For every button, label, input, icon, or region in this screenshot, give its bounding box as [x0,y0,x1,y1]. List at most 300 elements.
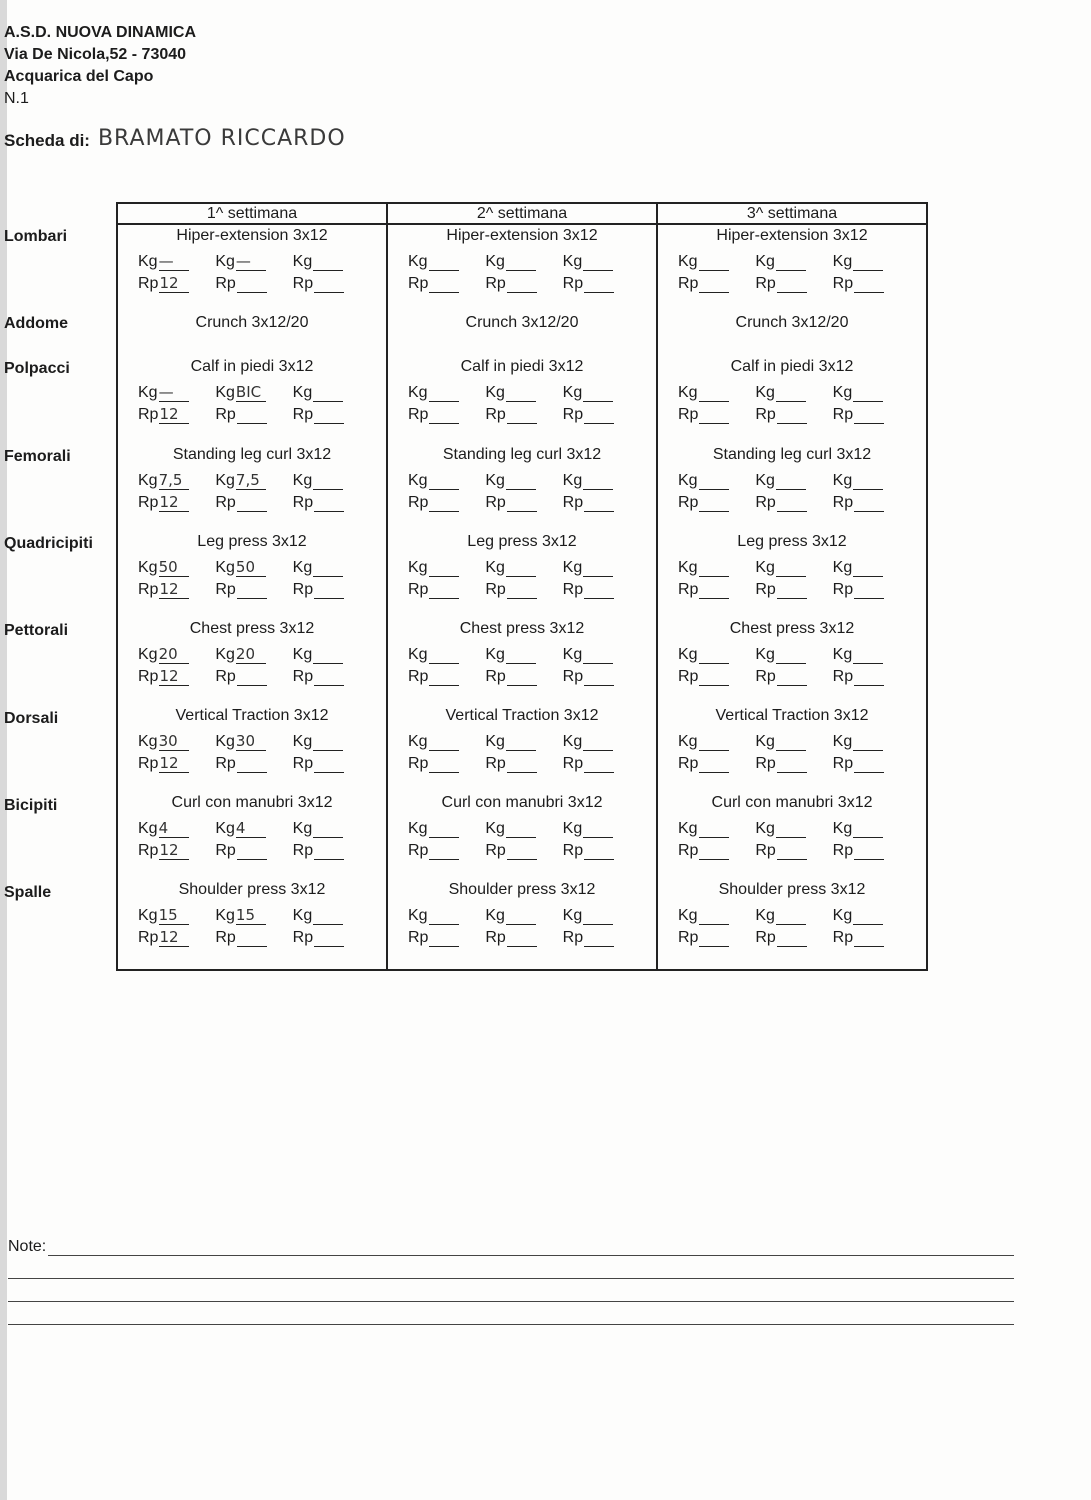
kg-value[interactable]: 7,5 [159,472,189,490]
set-fields-grid [388,642,656,686]
kg-value[interactable] [853,907,883,925]
rp-field [293,577,370,599]
rp-value[interactable] [314,494,344,512]
rp-value[interactable] [507,406,537,424]
rp-value[interactable] [699,581,729,599]
rp-value[interactable] [777,842,807,860]
rp-label: Rp [215,842,236,859]
rp-field [563,925,640,947]
rp-value[interactable] [429,755,459,773]
kg-value[interactable] [429,907,459,925]
rp-value[interactable] [584,668,614,686]
workout-table [116,202,928,971]
set-fields-grid [118,249,386,293]
rp-value[interactable] [584,755,614,773]
rp-field [833,664,910,686]
rp-label: Rp [562,275,584,292]
rp-value[interactable] [777,929,807,947]
rp-value[interactable] [777,494,807,512]
rp-label: Rp [755,406,776,423]
kg-field [408,380,485,402]
rp-field [833,577,910,599]
kg-field [678,380,755,402]
kg-field [215,903,292,925]
rp-label: Rp [755,581,776,598]
rp-label: Rp [562,668,584,685]
rp-value[interactable] [584,494,614,512]
exercise-block [388,533,656,599]
kg-field [138,729,215,751]
rp-label: Rp [832,581,854,598]
exercise-name: Chest press 3x12 [189,620,315,637]
rp-value[interactable] [854,755,884,773]
kg-label: Kg [832,559,853,576]
rp-field [678,402,755,424]
kg-field [755,468,832,490]
kg-value[interactable] [776,384,806,402]
rp-value[interactable] [584,842,614,860]
exercise-name: Standing leg curl 3x12 [442,446,602,463]
notes-line[interactable] [8,1279,1014,1302]
kg-value[interactable] [776,733,806,751]
rp-value[interactable] [237,494,267,512]
kg-value[interactable] [699,253,729,271]
rp-value[interactable] [699,494,729,512]
rp-label: Rp [678,494,699,511]
rp-value[interactable] [237,406,267,424]
rp-field [138,751,215,773]
kg-value[interactable] [506,646,536,664]
org-city: Acquarica del Capo [4,68,154,85]
rp-field [293,751,370,773]
kg-value[interactable] [429,384,459,402]
rp-value[interactable] [699,406,729,424]
rp-value[interactable] [584,406,614,424]
rp-value[interactable] [507,668,537,686]
kg-value[interactable] [313,472,343,490]
rp-value[interactable] [699,275,729,293]
rp-value[interactable] [854,494,884,512]
exercise-block [118,794,386,860]
rp-value[interactable] [314,581,344,599]
rp-value[interactable] [429,494,459,512]
rp-label: Rp [408,929,429,946]
rp-field [408,402,485,424]
rp-value[interactable] [854,581,884,599]
rp-label: Rp [832,929,854,946]
kg-value[interactable] [313,646,343,664]
kg-value[interactable] [506,559,536,577]
rp-label: Rp [678,275,699,292]
rp-field [833,925,910,947]
kg-value[interactable] [583,472,613,490]
exercise-name: Chest press 3x12 [459,620,585,637]
exercise-block [118,533,386,599]
rp-field [833,838,910,860]
rp-label: Rp [485,755,506,772]
exercise-name: Calf in piedi 3x12 [730,358,854,375]
kg-field [293,380,370,402]
rp-value[interactable] [314,668,344,686]
rp-label: Rp [215,494,236,511]
kg-field [293,555,370,577]
rp-value[interactable] [237,929,267,947]
kg-label: Kg [678,253,698,270]
kg-label: Kg [562,733,583,750]
rp-field [408,577,485,599]
kg-value[interactable]: 4 [159,820,189,838]
rp-field [408,664,485,686]
kg-value[interactable]: — [159,384,189,402]
kg-value[interactable] [853,472,883,490]
kg-value[interactable] [506,907,536,925]
rp-value[interactable] [777,581,807,599]
scheda-line [4,126,346,151]
kg-value[interactable]: 4 [236,820,266,838]
kg-value[interactable] [429,820,459,838]
rp-value[interactable] [429,842,459,860]
rp-value[interactable] [507,494,537,512]
rp-label: Rp [755,929,776,946]
rp-field [485,271,562,293]
rp-label: Rp [832,842,854,859]
kg-value[interactable] [313,907,343,925]
kg-label: Kg [215,559,235,576]
rp-field [563,838,640,860]
kg-field [485,816,562,838]
header [4,22,196,110]
exercise-name: Crunch 3x12/20 [735,314,849,331]
rp-value[interactable] [854,929,884,947]
kg-value[interactable] [699,820,729,838]
kg-field [293,903,370,925]
rp-field [215,402,292,424]
rp-value[interactable] [507,842,537,860]
notes-line[interactable] [8,1256,1014,1279]
kg-value[interactable] [506,472,536,490]
kg-value[interactable] [506,820,536,838]
kg-field [215,816,292,838]
set-fields-grid [118,380,386,424]
kg-value[interactable] [583,253,613,271]
exercise-block [388,881,656,947]
exercise-block [118,314,386,336]
rp-field [215,577,292,599]
set-fields-grid [388,249,656,293]
rp-field [293,925,370,947]
kg-field [138,642,215,664]
kg-field [678,468,755,490]
kg-field [755,380,832,402]
rp-value[interactable] [507,755,537,773]
kg-value[interactable] [429,559,459,577]
kg-value[interactable] [506,384,536,402]
kg-value[interactable] [583,646,613,664]
notes-line[interactable] [48,1241,1014,1256]
rp-value[interactable]: 12 [159,275,189,293]
kg-value[interactable] [853,384,883,402]
kg-field [408,468,485,490]
rp-label: Rp [138,668,159,685]
rp-value[interactable] [507,581,537,599]
rp-field [138,271,215,293]
rp-value[interactable] [237,275,267,293]
exercise-name: Chest press 3x12 [729,620,855,637]
rp-value[interactable] [429,581,459,599]
rp-value[interactable]: 12 [159,581,189,599]
exercise-name: Leg press 3x12 [737,533,847,550]
kg-value[interactable] [853,253,883,271]
rp-label: Rp [562,494,584,511]
rp-value[interactable]: 12 [159,755,189,773]
rp-value[interactable] [429,929,459,947]
exercise-name: Shoulder press 3x12 [178,881,326,898]
kg-field [138,903,215,925]
rp-value[interactable] [854,275,884,293]
rp-value[interactable] [777,755,807,773]
kg-label: Kg [215,646,235,663]
rp-field [293,490,370,512]
kg-label: Kg [755,733,775,750]
rp-value[interactable]: 12 [159,842,189,860]
exercise-block [658,227,926,293]
kg-value[interactable] [853,646,883,664]
rp-field [755,751,832,773]
rp-value[interactable] [314,275,344,293]
kg-field [215,249,292,271]
kg-value[interactable] [506,733,536,751]
kg-field [408,642,485,664]
kg-field [755,816,832,838]
kg-value[interactable] [429,646,459,664]
exercise-name: Vertical Traction 3x12 [445,707,599,724]
rp-field [678,577,755,599]
kg-value[interactable]: 50 [159,559,189,577]
set-fields-grid [118,903,386,947]
kg-value[interactable] [583,384,613,402]
kg-value[interactable] [853,820,883,838]
kg-value[interactable] [699,646,729,664]
kg-value[interactable] [699,384,729,402]
rp-value[interactable] [777,406,807,424]
kg-field [215,642,292,664]
kg-label: Kg [485,646,505,663]
kg-label: Kg [485,820,505,837]
rp-value[interactable] [507,929,537,947]
rp-label: Rp [138,275,159,292]
rp-label: Rp [755,842,776,859]
muscle-label: Bicipiti [4,797,58,814]
kg-value[interactable] [429,253,459,271]
exercise-name: Calf in piedi 3x12 [460,358,584,375]
rp-value[interactable] [429,406,459,424]
rp-label: Rp [292,275,314,292]
kg-value[interactable] [699,733,729,751]
kg-label: Kg [215,733,235,750]
kg-value[interactable]: — [236,253,266,271]
kg-value[interactable] [776,472,806,490]
rp-field [408,490,485,512]
rp-value[interactable] [699,842,729,860]
kg-value[interactable]: 30 [236,733,266,751]
scan-edge [0,0,7,1500]
rp-value[interactable] [777,668,807,686]
muscle-label: Pettorali [4,622,69,639]
rp-value[interactable]: 12 [159,406,189,424]
kg-value[interactable] [699,907,729,925]
kg-value[interactable] [313,733,343,751]
kg-field [408,903,485,925]
rp-value[interactable] [429,275,459,293]
kg-value[interactable] [313,253,343,271]
rp-value[interactable] [584,275,614,293]
rp-value[interactable] [429,668,459,686]
kg-value[interactable]: 7,5 [236,472,266,490]
kg-value[interactable] [429,733,459,751]
set-fields-grid [388,903,656,947]
exercise-block [658,707,926,773]
rp-value[interactable] [699,755,729,773]
kg-value[interactable] [429,472,459,490]
exercise-block [388,227,656,293]
rp-label: Rp [408,275,429,292]
kg-value[interactable]: — [159,253,189,271]
set-fields-grid [658,249,926,293]
rp-value[interactable] [314,755,344,773]
kg-label: Kg [215,820,235,837]
kg-field [678,903,755,925]
kg-value[interactable] [583,559,613,577]
rp-field [138,925,215,947]
kg-value[interactable] [699,472,729,490]
muscle-label: Femorali [4,448,71,465]
kg-value[interactable] [699,559,729,577]
kg-value[interactable]: 30 [159,733,189,751]
kg-value[interactable] [776,559,806,577]
rp-value[interactable] [237,755,267,773]
notes-line[interactable] [8,1302,1014,1325]
kg-label: Kg [292,253,313,270]
exercise-name: Vertical Traction 3x12 [715,707,869,724]
kg-value[interactable] [313,820,343,838]
kg-field [678,642,755,664]
rp-value[interactable] [507,275,537,293]
rp-label: Rp [292,494,314,511]
org-name: A.S.D. NUOVA DINAMICA [4,24,196,41]
exercise-name: Leg press 3x12 [467,533,577,550]
kg-value[interactable]: BIC [236,384,266,402]
rp-value[interactable]: 12 [159,929,189,947]
kg-value[interactable] [583,907,613,925]
rp-value[interactable] [777,275,807,293]
week-header-row [117,203,927,224]
kg-value[interactable] [313,559,343,577]
rp-value[interactable] [699,668,729,686]
rp-value[interactable] [237,842,267,860]
sheet-number: N.1 [4,90,29,107]
rp-field [485,925,562,947]
kg-value[interactable] [853,733,883,751]
kg-label: Kg [832,472,853,489]
kg-label: Kg [215,472,235,489]
set-fields-grid [658,380,926,424]
rp-value[interactable] [584,929,614,947]
kg-label: Kg [755,384,775,401]
rp-label: Rp [138,406,159,423]
rp-field [408,925,485,947]
rp-field [563,271,640,293]
kg-value[interactable]: 20 [159,646,189,664]
set-fields-grid [658,816,926,860]
rp-value[interactable] [237,668,267,686]
rp-value[interactable] [314,929,344,947]
rp-value[interactable] [314,842,344,860]
kg-label: Kg [292,646,313,663]
kg-value[interactable] [583,733,613,751]
kg-value[interactable] [313,384,343,402]
kg-label: Kg [485,472,505,489]
rp-value[interactable] [854,668,884,686]
kg-field [563,729,640,751]
rp-value[interactable] [699,929,729,947]
kg-value[interactable] [776,907,806,925]
week-column [657,224,927,970]
rp-value[interactable] [584,581,614,599]
kg-value[interactable] [776,646,806,664]
kg-field [755,903,832,925]
rp-field [678,271,755,293]
rp-label: Rp [215,929,236,946]
kg-label: Kg [755,820,775,837]
kg-value[interactable] [853,559,883,577]
kg-value[interactable] [506,253,536,271]
rp-field [833,271,910,293]
kg-value[interactable]: 20 [236,646,266,664]
rp-field [485,838,562,860]
kg-label: Kg [485,253,505,270]
rp-value[interactable]: 12 [159,668,189,686]
exercise-name: Curl con manubri 3x12 [711,794,873,811]
kg-label: Kg [215,384,235,401]
kg-value[interactable] [776,253,806,271]
rp-value[interactable] [854,842,884,860]
rp-label: Rp [832,668,854,685]
kg-field [408,729,485,751]
rp-field [215,490,292,512]
rp-field [215,751,292,773]
kg-label: Kg [832,907,853,924]
rp-value[interactable]: 12 [159,494,189,512]
kg-field [293,642,370,664]
kg-label: Kg [755,907,775,924]
rp-label: Rp [215,755,236,772]
rp-value[interactable] [854,406,884,424]
kg-label: Kg [562,253,583,270]
rp-field [138,402,215,424]
kg-value[interactable]: 50 [236,559,266,577]
kg-value[interactable] [583,820,613,838]
rp-value[interactable] [314,406,344,424]
rp-value[interactable] [237,581,267,599]
exercise-name: Curl con manubri 3x12 [171,794,333,811]
kg-value[interactable]: 15 [236,907,266,925]
rp-label: Rp [832,406,854,423]
kg-value[interactable] [776,820,806,838]
rp-label: Rp [562,842,584,859]
kg-value[interactable]: 15 [159,907,189,925]
set-fields-grid [118,816,386,860]
rp-field [293,664,370,686]
